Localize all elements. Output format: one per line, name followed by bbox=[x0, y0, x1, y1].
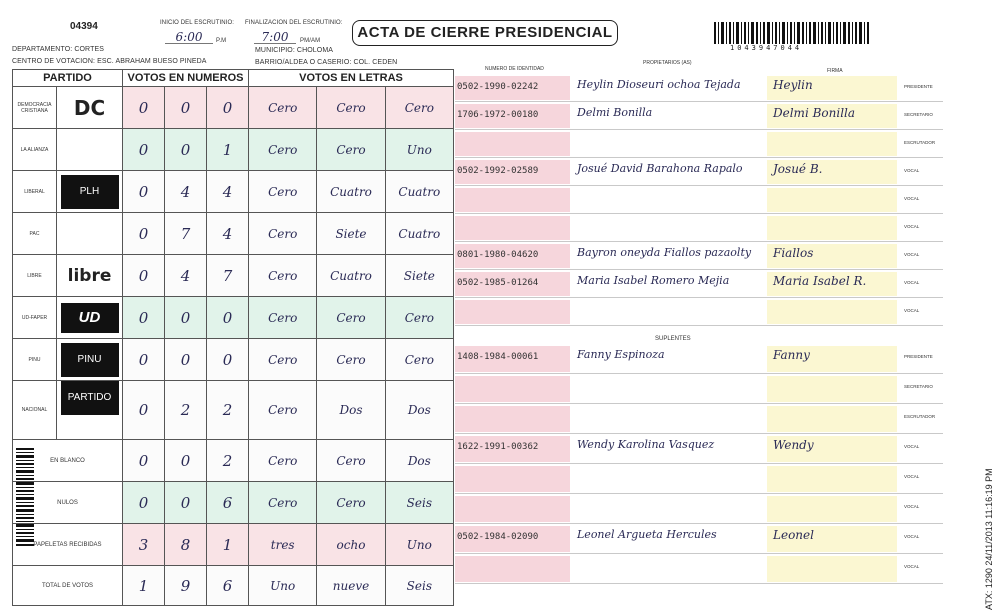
vote-word: Cero bbox=[249, 482, 317, 524]
role-label: VOCAL bbox=[904, 504, 920, 509]
vote-word: Cero bbox=[249, 255, 317, 297]
party-logo bbox=[57, 297, 123, 339]
role-label: VOCAL bbox=[904, 280, 920, 285]
signature-row-line bbox=[455, 185, 943, 186]
signature-row-line bbox=[455, 213, 943, 214]
votes-table bbox=[12, 69, 454, 606]
vote-word: Cero bbox=[317, 129, 385, 171]
member-name: Josué David Barahona Rapalo bbox=[577, 162, 743, 175]
vote-digit: 1 bbox=[207, 524, 249, 566]
vote-digit: 0 bbox=[165, 129, 207, 171]
vote-digit: 2 bbox=[207, 381, 249, 440]
vote-digit: 0 bbox=[123, 482, 165, 524]
signature-cell bbox=[767, 188, 897, 212]
vote-word: Cero bbox=[249, 381, 317, 440]
centro-votacion-label: CENTRO DE VOTACION: ESC. ABRAHAM BUESO PINEDA bbox=[12, 58, 207, 65]
barrio-label: BARRIO/ALDEA O CASERIO: COL. CEDEN bbox=[255, 59, 398, 66]
identity-number: 0502-1992-02589 bbox=[457, 166, 539, 176]
signature-cell bbox=[767, 406, 897, 432]
col-header-votos-letras: VOTOS EN LETRAS bbox=[249, 70, 454, 87]
role-label: VOCAL bbox=[904, 474, 920, 479]
table-row bbox=[13, 566, 454, 606]
identity-number: 0502-1984-02090 bbox=[457, 532, 539, 542]
id-cell bbox=[455, 466, 570, 492]
vote-word: Uno bbox=[385, 129, 453, 171]
vote-digit: 0 bbox=[123, 440, 165, 482]
member-signature: Fiallos bbox=[773, 246, 814, 260]
vote-digit: 2 bbox=[207, 440, 249, 482]
col-header-firma: FIRMA bbox=[827, 68, 843, 74]
member-signature: Josué B. bbox=[773, 162, 823, 176]
col-header-propietarios: PROPIETARIOS (AS) bbox=[643, 60, 692, 66]
table-row bbox=[13, 381, 454, 440]
inicio-unit: P.M bbox=[216, 38, 227, 44]
vote-digit: 9 bbox=[165, 566, 207, 606]
inicio-label: INICIO DEL ESCRUTINIO: bbox=[160, 20, 234, 26]
table-row bbox=[13, 339, 454, 381]
vote-digit: 0 bbox=[123, 297, 165, 339]
signature-cell bbox=[767, 466, 897, 492]
table-row bbox=[13, 524, 454, 566]
vote-word: Cuatro bbox=[317, 255, 385, 297]
vote-word: Cero bbox=[249, 339, 317, 381]
id-cell bbox=[455, 406, 570, 432]
col-header-votos-numeros: VOTOS EN NUMEROS bbox=[123, 70, 249, 87]
signature-row-line bbox=[455, 269, 943, 270]
role-label: VOCAL bbox=[904, 444, 920, 449]
role-label: VOCAL bbox=[904, 534, 920, 539]
member-name: Delmi Bonilla bbox=[577, 106, 653, 119]
id-cell bbox=[455, 376, 570, 402]
role-label: PRESIDENTE bbox=[904, 354, 933, 359]
signature-row-line bbox=[455, 463, 943, 464]
signature-row-line bbox=[455, 403, 943, 404]
vote-word: Cero bbox=[249, 297, 317, 339]
role-label: ESCRUTADOR bbox=[904, 414, 936, 419]
finalizacion-label: FINALIZACION DEL ESCRUTINIO: bbox=[245, 20, 343, 26]
party-name: TOTAL DE VOTOS bbox=[13, 566, 123, 606]
vote-word: Cuatro bbox=[317, 171, 385, 213]
party-name: NACIONAL bbox=[13, 381, 57, 440]
table-row bbox=[13, 213, 454, 255]
signature-cell bbox=[767, 132, 897, 156]
vote-word: Uno bbox=[249, 566, 317, 606]
id-cell bbox=[455, 300, 570, 324]
scan-timestamp: ATX: 1290 24/11/2013 11:16:19 PM bbox=[984, 468, 994, 610]
signature-row-line bbox=[455, 157, 943, 158]
vote-digit: 4 bbox=[207, 213, 249, 255]
vote-digit: 0 bbox=[123, 255, 165, 297]
vote-word: nueve bbox=[317, 566, 385, 606]
party-logo-text: PLH bbox=[61, 175, 119, 209]
role-label: SECRETARIO bbox=[904, 112, 933, 117]
vote-digit: 6 bbox=[207, 482, 249, 524]
signature-cell bbox=[767, 556, 897, 582]
role-label: VOCAL bbox=[904, 168, 920, 173]
party-logo bbox=[57, 381, 123, 440]
signature-cell bbox=[767, 216, 897, 240]
party-name: LIBERAL bbox=[13, 171, 57, 213]
table-row bbox=[13, 171, 454, 213]
member-name: Leonel Argueta Hercules bbox=[577, 528, 717, 541]
member-signature: Heylin bbox=[773, 78, 813, 92]
table-row bbox=[13, 129, 454, 171]
vote-word: Seis bbox=[385, 566, 453, 606]
table-row bbox=[13, 255, 454, 297]
table-row bbox=[13, 440, 454, 482]
vote-word: Cero bbox=[317, 440, 385, 482]
vote-word: Siete bbox=[385, 255, 453, 297]
party-logo bbox=[57, 87, 123, 129]
vote-digit: 0 bbox=[165, 440, 207, 482]
signature-cell bbox=[767, 496, 897, 522]
vote-digit: 1 bbox=[207, 129, 249, 171]
vote-digit: 0 bbox=[165, 339, 207, 381]
vote-digit: 0 bbox=[123, 87, 165, 129]
party-name: PINU bbox=[13, 339, 57, 381]
vote-word: Dos bbox=[317, 381, 385, 440]
party-logo bbox=[57, 129, 123, 171]
member-name: Maria Isabel Romero Mejia bbox=[577, 274, 730, 287]
member-signature: Leonel bbox=[773, 528, 814, 542]
vote-word: Cero bbox=[249, 87, 317, 129]
vote-word: Cero bbox=[385, 297, 453, 339]
barcode-number: 1043947044 bbox=[730, 44, 803, 52]
signature-row-line bbox=[455, 523, 943, 524]
signatures-panel bbox=[455, 56, 943, 598]
party-name: LA ALIANZA bbox=[13, 129, 57, 171]
identity-number: 1706-1972-00180 bbox=[457, 110, 539, 120]
signature-row-line bbox=[455, 101, 943, 102]
vote-word: Dos bbox=[385, 381, 453, 440]
vote-word: Cuatro bbox=[385, 171, 453, 213]
vote-digit: 0 bbox=[123, 171, 165, 213]
vote-digit: 0 bbox=[123, 381, 165, 440]
party-name: PAPELETAS RECIBIDAS bbox=[13, 524, 123, 566]
vote-digit: 0 bbox=[123, 213, 165, 255]
party-logo-text: PINU bbox=[61, 343, 119, 377]
role-label: ESCRUTADOR bbox=[904, 140, 936, 145]
signature-row-line bbox=[455, 297, 943, 298]
role-label: VOCAL bbox=[904, 564, 920, 569]
party-name: NULOS bbox=[13, 482, 123, 524]
party-name: PAC bbox=[13, 213, 57, 255]
vote-digit: 0 bbox=[165, 87, 207, 129]
vote-word: Cero bbox=[249, 213, 317, 255]
id-cell bbox=[455, 496, 570, 522]
vote-word: Siete bbox=[317, 213, 385, 255]
party-logo-text: PARTIDO NACIONAL bbox=[61, 381, 119, 415]
signature-row-line bbox=[455, 325, 943, 326]
identity-number: 0502-1985-01264 bbox=[457, 278, 539, 288]
identity-number: 1622-1991-00362 bbox=[457, 442, 539, 452]
table-row bbox=[13, 482, 454, 524]
vote-word: Cero bbox=[317, 297, 385, 339]
member-signature: Delmi Bonilla bbox=[773, 106, 856, 120]
vote-digit: 0 bbox=[123, 339, 165, 381]
vote-word: Dos bbox=[385, 440, 453, 482]
final-time: 7:00 bbox=[254, 30, 296, 44]
party-logo-text: UD bbox=[61, 303, 119, 333]
member-name: Wendy Karolina Vasquez bbox=[577, 438, 715, 451]
identity-number: 1408-1984-00061 bbox=[457, 352, 539, 362]
id-cell bbox=[455, 556, 570, 582]
vote-digit: 4 bbox=[207, 171, 249, 213]
vote-word: Uno bbox=[385, 524, 453, 566]
signature-row-line bbox=[455, 553, 943, 554]
role-label: VOCAL bbox=[904, 308, 920, 313]
vote-word: Cero bbox=[385, 339, 453, 381]
vote-word: Cero bbox=[317, 482, 385, 524]
departamento-label: DEPARTAMENTO: CORTES bbox=[12, 46, 104, 53]
vote-digit: 7 bbox=[207, 255, 249, 297]
page-title: ACTA DE CIERRE PRESIDENCIAL bbox=[352, 20, 618, 46]
role-label: VOCAL bbox=[904, 196, 920, 201]
vote-word: tres bbox=[249, 524, 317, 566]
party-logo-text: libre bbox=[67, 265, 112, 286]
signature-row-line bbox=[455, 433, 943, 434]
table-row bbox=[13, 297, 454, 339]
party-logo bbox=[57, 255, 123, 297]
vote-digit: 0 bbox=[165, 482, 207, 524]
vote-word: ocho bbox=[317, 524, 385, 566]
party-logo-text: DC bbox=[73, 95, 106, 120]
signature-row-line bbox=[455, 583, 943, 584]
id-cell bbox=[455, 188, 570, 212]
vote-digit: 8 bbox=[165, 524, 207, 566]
member-signature: Maria Isabel R. bbox=[773, 274, 867, 288]
party-logo bbox=[57, 213, 123, 255]
form-number: 04394 bbox=[70, 21, 98, 32]
role-label: VOCAL bbox=[904, 252, 920, 257]
col-header-partido: PARTIDO bbox=[13, 70, 123, 87]
vote-digit: 0 bbox=[207, 87, 249, 129]
party-name: DEMOCRACIA CRISTIANA bbox=[13, 87, 57, 129]
party-name: UD-FAPER bbox=[13, 297, 57, 339]
signature-cell bbox=[767, 376, 897, 402]
signature-cell bbox=[767, 300, 897, 324]
col-header-identidad: NUMERO DE IDENTIDAD bbox=[485, 66, 544, 72]
vote-digit: 4 bbox=[165, 171, 207, 213]
role-label: PRESIDENTE bbox=[904, 84, 933, 89]
inicio-time: 6:00 bbox=[165, 30, 213, 44]
signature-row-line bbox=[455, 129, 943, 130]
party-logo bbox=[57, 339, 123, 381]
member-name: Bayron oneyda Fiallos pazaolty bbox=[577, 246, 752, 259]
suplentes-label: SUPLENTES bbox=[655, 336, 691, 342]
signature-row-line bbox=[455, 241, 943, 242]
identity-number: 0502-1990-02242 bbox=[457, 82, 539, 92]
table-row bbox=[13, 87, 454, 129]
signature-row-line bbox=[455, 493, 943, 494]
vote-digit: 1 bbox=[123, 566, 165, 606]
vote-digit: 2 bbox=[165, 381, 207, 440]
vote-word: Cero bbox=[249, 440, 317, 482]
member-name: Fanny Espinoza bbox=[577, 348, 665, 361]
vote-word: Cero bbox=[249, 171, 317, 213]
vote-digit: 3 bbox=[123, 524, 165, 566]
role-label: SECRETARIO bbox=[904, 384, 933, 389]
member-name: Heylin Dioseuri ochoa Tejada bbox=[577, 78, 741, 91]
vote-word: Cero bbox=[385, 87, 453, 129]
vote-word: Seis bbox=[385, 482, 453, 524]
identity-number: 0801-1980-04620 bbox=[457, 250, 539, 260]
id-cell bbox=[455, 132, 570, 156]
vote-digit: 0 bbox=[207, 297, 249, 339]
vote-word: Cero bbox=[317, 339, 385, 381]
role-label: VOCAL bbox=[904, 224, 920, 229]
vote-word: Cero bbox=[249, 129, 317, 171]
final-unit: PM/AM bbox=[300, 38, 321, 44]
vote-digit: 7 bbox=[165, 213, 207, 255]
vote-digit: 0 bbox=[165, 297, 207, 339]
party-name: LIBRE bbox=[13, 255, 57, 297]
vote-digit: 4 bbox=[165, 255, 207, 297]
vote-digit: 0 bbox=[123, 129, 165, 171]
signature-row-line bbox=[455, 373, 943, 374]
vote-word: Cuatro bbox=[385, 213, 453, 255]
municipio-label: MUNICIPIO: CHOLOMA bbox=[255, 47, 334, 54]
vote-digit: 6 bbox=[207, 566, 249, 606]
id-cell bbox=[455, 216, 570, 240]
member-signature: Fanny bbox=[773, 348, 810, 362]
party-name: EN BLANCO bbox=[13, 440, 123, 482]
party-logo bbox=[57, 171, 123, 213]
vote-digit: 0 bbox=[207, 339, 249, 381]
vote-word: Cero bbox=[317, 87, 385, 129]
member-signature: Wendy bbox=[773, 438, 814, 452]
